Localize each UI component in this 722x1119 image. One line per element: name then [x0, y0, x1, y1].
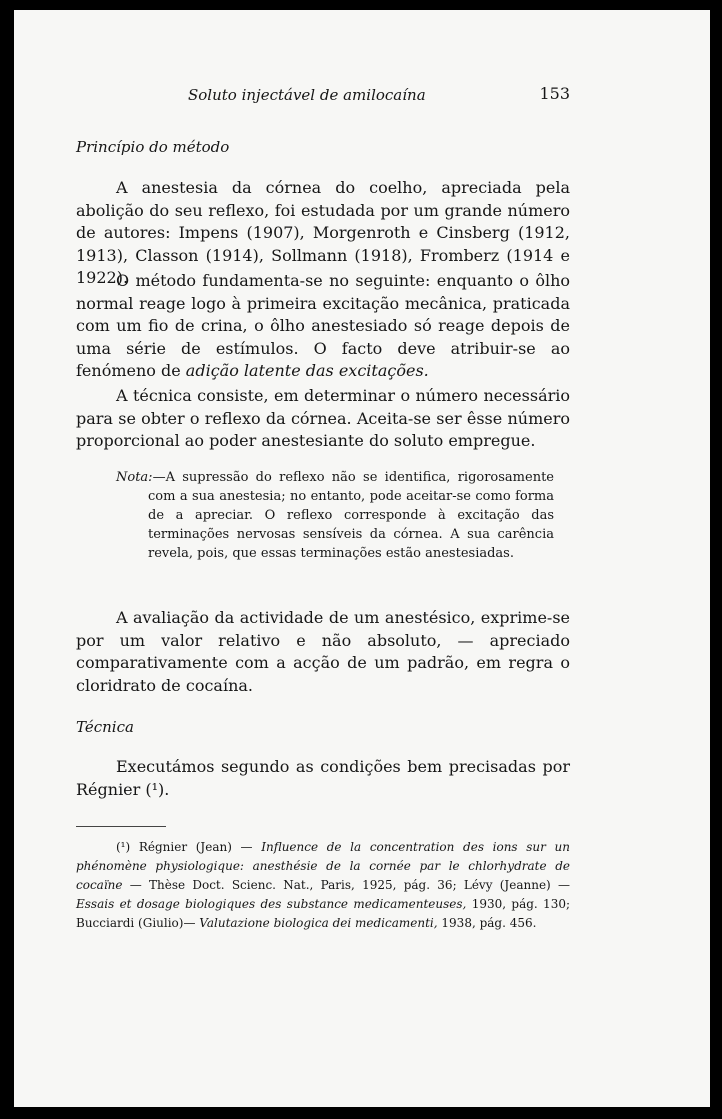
running-title: Soluto injectável de amilocaína: [188, 86, 426, 104]
footnote: [76, 838, 570, 933]
paragraph-metodo-text: O método fundamenta-se no seguinte: enquanto o ôlho normal reage logo à primeira excitação mecânica, praticada com um fio de crina, o ôlho anestesiado só reage depois de uma série de estímulos. O facto deve atribuir-se ao fenómeno de: [76, 271, 570, 380]
paragraph-tecnica-consiste: A técnica consiste, em determinar o número necessário para se obter o reflexo da córnea. Aceita-se ser êsse número proporcional ao poder anestesiante do soluto empregue.: [76, 386, 570, 450]
paragraph-executamos: Executámos segundo as condições bem precisadas por Régnier (¹).: [76, 757, 570, 799]
footnote-rule: [76, 826, 166, 827]
note-body: [116, 468, 554, 563]
footnote-title-bucciardi: Valutazione biologica dei medicamenti,: [199, 916, 438, 930]
paragraph-anestesia: A anestesia da córnea do coelho, apreciada pela abolição do seu reflexo, foi estudada por um grande número de autores: Impens (1907), Morgenroth e Cinsberg (1912, 1913), Classon (1914), Sollmann (1918), Fromberz (1914 e 1922).: [76, 178, 570, 287]
section-heading-principio: Princípio do método: [76, 138, 230, 156]
paragraph-avaliacao: A avaliação da actividade de um anestésico, exprime-se por um valor relativo e não absoluto, — apreciado comparativamente com a acção de um padrão, em regra o cloridrato de cocaína.: [76, 608, 570, 695]
paragraph-metodo: [76, 270, 570, 383]
footnote-title-regnier: Influence de la concentration des ions sur un phénomène physiologique: anesthésie de la cornée par le chlorhydrate de cocaïne: [76, 840, 570, 892]
book-page: [14, 10, 710, 1107]
footnote-title-levy: Essais et dosage biologiques des substance medicamenteuses,: [76, 897, 467, 911]
note-block: [116, 468, 554, 563]
paragraph-metodo-italic: adição latente das excitações.: [185, 361, 429, 380]
footnote-ref-bucciardi: 1930, pág. 130; Bucciardi (Giulio)—: [76, 897, 571, 930]
footnote-author-regnier: Régnier (Jean) —: [130, 840, 262, 854]
footnote-ref-levy: — Thèse Doct. Scienc. Nat., Paris, 1925, pág. 36; Lévy (Jeanne) —: [122, 878, 570, 892]
note-text: —A supressão do reflexo não se identifica, rigorosamente com a sua anestesia; no entanto, pode aceitar-se como forma de a apreciar. O reflexo corresponde à excitação das terminações nervosas sensíveis da córnea. A sua carência revela, pois, que essas terminações estão anestesiadas.: [148, 470, 554, 561]
footnote-marker: (¹): [116, 840, 131, 854]
note-label: Nota:: [116, 470, 153, 485]
running-head: [76, 86, 570, 110]
section-heading-tecnica: Técnica: [76, 718, 134, 736]
page-number: 153: [539, 84, 570, 103]
footnote-end: 1938, pág. 456.: [437, 916, 537, 930]
